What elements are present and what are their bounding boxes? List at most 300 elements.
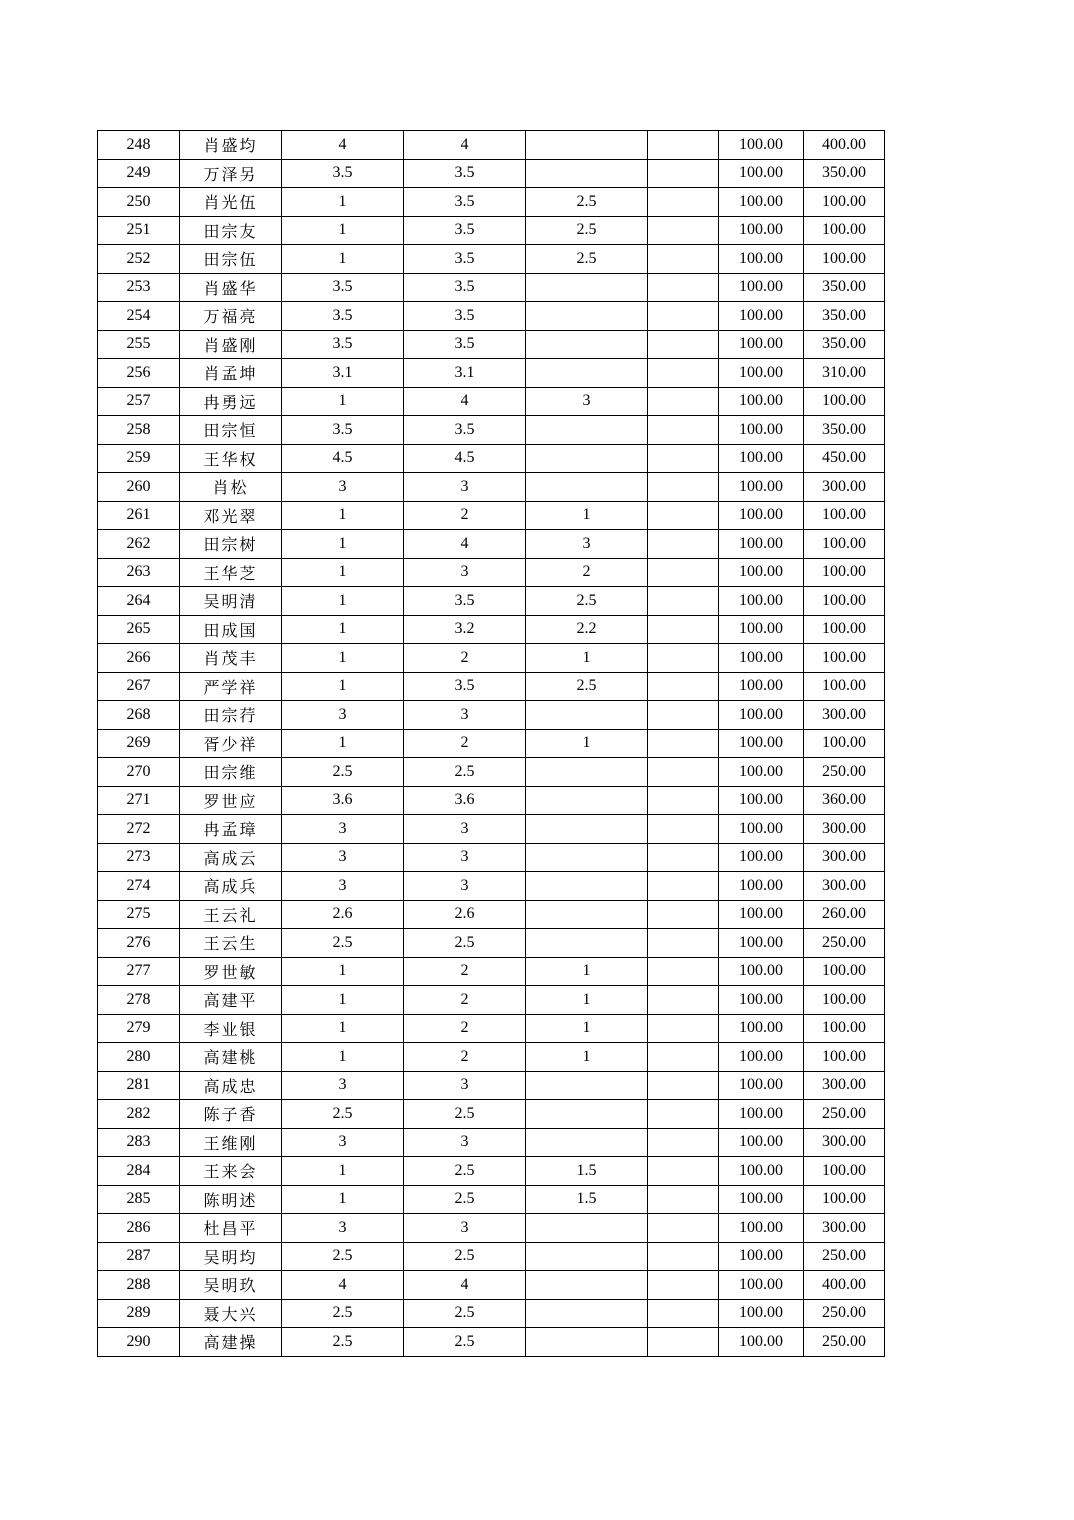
value-d-cell: [648, 587, 719, 616]
name-cell: 冉勇远: [180, 387, 282, 416]
amount-cell: 100.00: [804, 188, 885, 217]
value-c-cell: 2.5: [526, 245, 648, 274]
unit-price-cell: 100.00: [719, 216, 804, 245]
row-number-cell: 269: [98, 729, 180, 758]
unit-price-cell: 100.00: [719, 872, 804, 901]
row-number-cell: 284: [98, 1157, 180, 1186]
value-b-cell: 3.5: [404, 216, 526, 245]
value-d-cell: [648, 701, 719, 730]
table-row: [98, 758, 885, 787]
name-cell: 杜昌平: [180, 1214, 282, 1243]
amount-cell: 300.00: [804, 701, 885, 730]
value-c-cell: 3: [526, 530, 648, 559]
name-cell: 肖光伍: [180, 188, 282, 217]
value-a-cell: 1: [282, 957, 404, 986]
name-cell: 陈明述: [180, 1185, 282, 1214]
unit-price-cell: 100.00: [719, 330, 804, 359]
value-d-cell: [648, 929, 719, 958]
value-b-cell: 2: [404, 1014, 526, 1043]
row-number-cell: 249: [98, 159, 180, 188]
name-cell: 田宗友: [180, 216, 282, 245]
table-row: [98, 587, 885, 616]
value-b-cell: 2.5: [404, 1242, 526, 1271]
value-b-cell: 3.5: [404, 672, 526, 701]
value-b-cell: 3.5: [404, 302, 526, 331]
value-c-cell: [526, 473, 648, 502]
row-number-cell: 281: [98, 1071, 180, 1100]
name-cell: 罗世应: [180, 786, 282, 815]
value-b-cell: 3: [404, 558, 526, 587]
value-a-cell: 1: [282, 1157, 404, 1186]
value-c-cell: 2.5: [526, 587, 648, 616]
amount-cell: 300.00: [804, 815, 885, 844]
value-d-cell: [648, 729, 719, 758]
value-c-cell: 1: [526, 644, 648, 673]
row-number-cell: 261: [98, 501, 180, 530]
value-b-cell: 2: [404, 957, 526, 986]
row-number-cell: 260: [98, 473, 180, 502]
value-a-cell: 1: [282, 1185, 404, 1214]
value-c-cell: [526, 1128, 648, 1157]
value-d-cell: [648, 245, 719, 274]
value-b-cell: 3: [404, 1071, 526, 1100]
name-cell: 吴明均: [180, 1242, 282, 1271]
value-c-cell: [526, 929, 648, 958]
name-cell: 高建桃: [180, 1043, 282, 1072]
name-cell: 肖孟坤: [180, 359, 282, 388]
value-c-cell: [526, 273, 648, 302]
value-b-cell: 3: [404, 843, 526, 872]
name-cell: 高建平: [180, 986, 282, 1015]
value-b-cell: 3.5: [404, 245, 526, 274]
amount-cell: 100.00: [804, 245, 885, 274]
value-c-cell: [526, 1071, 648, 1100]
unit-price-cell: 100.00: [719, 815, 804, 844]
unit-price-cell: 100.00: [719, 701, 804, 730]
row-number-cell: 273: [98, 843, 180, 872]
row-number-cell: 252: [98, 245, 180, 274]
table-row: [98, 359, 885, 388]
unit-price-cell: 100.00: [719, 359, 804, 388]
table-row: [98, 786, 885, 815]
amount-cell: 100.00: [804, 530, 885, 559]
value-a-cell: 3: [282, 1128, 404, 1157]
table-row: [98, 1071, 885, 1100]
value-a-cell: 1: [282, 587, 404, 616]
unit-price-cell: 100.00: [719, 1242, 804, 1271]
value-d-cell: [648, 1299, 719, 1328]
table-row: [98, 1214, 885, 1243]
value-a-cell: 2.5: [282, 1299, 404, 1328]
row-number-cell: 266: [98, 644, 180, 673]
unit-price-cell: 100.00: [719, 302, 804, 331]
table-row: [98, 1299, 885, 1328]
row-number-cell: 253: [98, 273, 180, 302]
row-number-cell: 262: [98, 530, 180, 559]
value-b-cell: 2: [404, 1043, 526, 1072]
value-d-cell: [648, 1157, 719, 1186]
value-a-cell: 1: [282, 188, 404, 217]
value-b-cell: 4: [404, 131, 526, 160]
table-row: [98, 1128, 885, 1157]
amount-cell: 100.00: [804, 1014, 885, 1043]
unit-price-cell: 100.00: [719, 843, 804, 872]
value-a-cell: 4.5: [282, 444, 404, 473]
value-a-cell: 3: [282, 1214, 404, 1243]
value-a-cell: 3: [282, 473, 404, 502]
name-cell: 王维刚: [180, 1128, 282, 1157]
row-number-cell: 275: [98, 900, 180, 929]
row-number-cell: 263: [98, 558, 180, 587]
value-c-cell: [526, 302, 648, 331]
name-cell: 肖茂丰: [180, 644, 282, 673]
amount-cell: 250.00: [804, 929, 885, 958]
value-d-cell: [648, 786, 719, 815]
value-a-cell: 2.5: [282, 758, 404, 787]
value-d-cell: [648, 672, 719, 701]
amount-cell: 100.00: [804, 644, 885, 673]
row-number-cell: 251: [98, 216, 180, 245]
name-cell: 严学祥: [180, 672, 282, 701]
table-row: [98, 1014, 885, 1043]
table-row: [98, 330, 885, 359]
unit-price-cell: 100.00: [719, 900, 804, 929]
name-cell: 王来会: [180, 1157, 282, 1186]
value-c-cell: [526, 815, 648, 844]
table-row: [98, 273, 885, 302]
value-a-cell: 2.5: [282, 1242, 404, 1271]
value-c-cell: [526, 786, 648, 815]
name-cell: 田宗维: [180, 758, 282, 787]
amount-cell: 100.00: [804, 729, 885, 758]
value-d-cell: [648, 1271, 719, 1300]
amount-cell: 100.00: [804, 957, 885, 986]
value-d-cell: [648, 900, 719, 929]
value-d-cell: [648, 188, 719, 217]
value-c-cell: [526, 900, 648, 929]
table-row: [98, 1157, 885, 1186]
row-number-cell: 270: [98, 758, 180, 787]
unit-price-cell: 100.00: [719, 786, 804, 815]
value-a-cell: 1: [282, 387, 404, 416]
value-a-cell: 1: [282, 558, 404, 587]
name-cell: 田成国: [180, 615, 282, 644]
value-a-cell: 3.5: [282, 159, 404, 188]
value-d-cell: [648, 843, 719, 872]
table-row: [98, 929, 885, 958]
row-number-cell: 257: [98, 387, 180, 416]
value-a-cell: 1: [282, 672, 404, 701]
name-cell: 王云礼: [180, 900, 282, 929]
name-cell: 吴明玖: [180, 1271, 282, 1300]
unit-price-cell: 100.00: [719, 1100, 804, 1129]
value-c-cell: 1: [526, 729, 648, 758]
value-c-cell: [526, 416, 648, 445]
row-number-cell: 285: [98, 1185, 180, 1214]
unit-price-cell: 100.00: [719, 416, 804, 445]
value-d-cell: [648, 758, 719, 787]
amount-cell: 300.00: [804, 473, 885, 502]
value-b-cell: 3: [404, 473, 526, 502]
table-row: [98, 1043, 885, 1072]
amount-cell: 400.00: [804, 1271, 885, 1300]
table-row: [98, 815, 885, 844]
amount-cell: 100.00: [804, 615, 885, 644]
name-cell: 陈子香: [180, 1100, 282, 1129]
table-row: [98, 644, 885, 673]
unit-price-cell: 100.00: [719, 1299, 804, 1328]
value-d-cell: [648, 1242, 719, 1271]
value-b-cell: 2.5: [404, 1100, 526, 1129]
row-number-cell: 274: [98, 872, 180, 901]
table-row: [98, 986, 885, 1015]
value-b-cell: 3: [404, 815, 526, 844]
value-b-cell: 2: [404, 501, 526, 530]
table-row: [98, 729, 885, 758]
table-row: [98, 501, 885, 530]
amount-cell: 260.00: [804, 900, 885, 929]
value-b-cell: 3: [404, 701, 526, 730]
row-number-cell: 256: [98, 359, 180, 388]
value-d-cell: [648, 1014, 719, 1043]
value-d-cell: [648, 131, 719, 160]
value-c-cell: 3: [526, 387, 648, 416]
value-b-cell: 3.1: [404, 359, 526, 388]
unit-price-cell: 100.00: [719, 587, 804, 616]
amount-cell: 100.00: [804, 216, 885, 245]
unit-price-cell: 100.00: [719, 1157, 804, 1186]
value-b-cell: 2.5: [404, 1157, 526, 1186]
value-d-cell: [648, 1100, 719, 1129]
row-number-cell: 259: [98, 444, 180, 473]
value-c-cell: 1: [526, 1043, 648, 1072]
name-cell: 罗世敏: [180, 957, 282, 986]
value-c-cell: 2.5: [526, 672, 648, 701]
value-b-cell: 2: [404, 729, 526, 758]
name-cell: 田宗荇: [180, 701, 282, 730]
value-b-cell: 4: [404, 530, 526, 559]
value-b-cell: 2: [404, 986, 526, 1015]
table-row: [98, 131, 885, 160]
amount-cell: 300.00: [804, 843, 885, 872]
unit-price-cell: 100.00: [719, 501, 804, 530]
amount-cell: 250.00: [804, 1242, 885, 1271]
value-c-cell: [526, 872, 648, 901]
table-row: [98, 302, 885, 331]
value-d-cell: [648, 1071, 719, 1100]
name-cell: 肖松: [180, 473, 282, 502]
value-b-cell: 2: [404, 644, 526, 673]
value-c-cell: [526, 758, 648, 787]
unit-price-cell: 100.00: [719, 644, 804, 673]
row-number-cell: 288: [98, 1271, 180, 1300]
table-row: [98, 159, 885, 188]
unit-price-cell: 100.00: [719, 957, 804, 986]
name-cell: 万福亮: [180, 302, 282, 331]
amount-cell: 450.00: [804, 444, 885, 473]
value-c-cell: 1: [526, 986, 648, 1015]
name-cell: 王华权: [180, 444, 282, 473]
name-cell: 吴明清: [180, 587, 282, 616]
value-d-cell: [648, 444, 719, 473]
value-c-cell: 1: [526, 1014, 648, 1043]
name-cell: 高建操: [180, 1328, 282, 1357]
value-d-cell: [648, 986, 719, 1015]
value-a-cell: 3.1: [282, 359, 404, 388]
amount-cell: 350.00: [804, 330, 885, 359]
amount-cell: 100.00: [804, 986, 885, 1015]
value-c-cell: [526, 1214, 648, 1243]
value-d-cell: [648, 1328, 719, 1357]
row-number-cell: 265: [98, 615, 180, 644]
value-d-cell: [648, 501, 719, 530]
table-row: [98, 1242, 885, 1271]
unit-price-cell: 100.00: [719, 188, 804, 217]
value-d-cell: [648, 872, 719, 901]
value-a-cell: 1: [282, 986, 404, 1015]
value-d-cell: [648, 416, 719, 445]
unit-price-cell: 100.00: [719, 929, 804, 958]
table-row: [98, 245, 885, 274]
amount-cell: 250.00: [804, 758, 885, 787]
table-row: [98, 1328, 885, 1357]
amount-cell: 310.00: [804, 359, 885, 388]
value-b-cell: 4.5: [404, 444, 526, 473]
data-table: [97, 130, 885, 1357]
value-a-cell: 3: [282, 701, 404, 730]
row-number-cell: 258: [98, 416, 180, 445]
value-d-cell: [648, 1214, 719, 1243]
amount-cell: 300.00: [804, 872, 885, 901]
amount-cell: 100.00: [804, 387, 885, 416]
amount-cell: 350.00: [804, 302, 885, 331]
name-cell: 聂大兴: [180, 1299, 282, 1328]
table-body: [98, 131, 885, 1357]
unit-price-cell: 100.00: [719, 131, 804, 160]
value-c-cell: 2: [526, 558, 648, 587]
row-number-cell: 268: [98, 701, 180, 730]
value-b-cell: 4: [404, 387, 526, 416]
value-d-cell: [648, 558, 719, 587]
value-b-cell: 3.2: [404, 615, 526, 644]
amount-cell: 400.00: [804, 131, 885, 160]
amount-cell: 350.00: [804, 273, 885, 302]
value-c-cell: 1: [526, 957, 648, 986]
value-b-cell: 3: [404, 1214, 526, 1243]
unit-price-cell: 100.00: [719, 1128, 804, 1157]
table-row: [98, 530, 885, 559]
amount-cell: 360.00: [804, 786, 885, 815]
value-c-cell: 1.5: [526, 1157, 648, 1186]
unit-price-cell: 100.00: [719, 444, 804, 473]
value-a-cell: 1: [282, 245, 404, 274]
value-a-cell: 2.6: [282, 900, 404, 929]
value-d-cell: [648, 330, 719, 359]
amount-cell: 250.00: [804, 1328, 885, 1357]
value-b-cell: 3: [404, 872, 526, 901]
amount-cell: 350.00: [804, 159, 885, 188]
row-number-cell: 282: [98, 1100, 180, 1129]
unit-price-cell: 100.00: [719, 387, 804, 416]
value-a-cell: 3.5: [282, 330, 404, 359]
name-cell: 肖盛华: [180, 273, 282, 302]
value-c-cell: [526, 701, 648, 730]
table-row: [98, 843, 885, 872]
amount-cell: 300.00: [804, 1071, 885, 1100]
value-d-cell: [648, 159, 719, 188]
value-c-cell: 1.5: [526, 1185, 648, 1214]
value-b-cell: 2.5: [404, 1328, 526, 1357]
unit-price-cell: 100.00: [719, 473, 804, 502]
value-b-cell: 3.6: [404, 786, 526, 815]
name-cell: 田宗恒: [180, 416, 282, 445]
value-a-cell: 2.5: [282, 929, 404, 958]
value-a-cell: 1: [282, 216, 404, 245]
table-row: [98, 444, 885, 473]
row-number-cell: 290: [98, 1328, 180, 1357]
row-number-cell: 271: [98, 786, 180, 815]
value-b-cell: 2.6: [404, 900, 526, 929]
table-row: [98, 872, 885, 901]
value-d-cell: [648, 1128, 719, 1157]
row-number-cell: 276: [98, 929, 180, 958]
name-cell: 李业银: [180, 1014, 282, 1043]
value-c-cell: [526, 1299, 648, 1328]
unit-price-cell: 100.00: [719, 159, 804, 188]
row-number-cell: 279: [98, 1014, 180, 1043]
amount-cell: 100.00: [804, 501, 885, 530]
amount-cell: 300.00: [804, 1128, 885, 1157]
value-c-cell: [526, 1271, 648, 1300]
name-cell: 高成忠: [180, 1071, 282, 1100]
value-a-cell: 3: [282, 1071, 404, 1100]
name-cell: 胥少祥: [180, 729, 282, 758]
value-a-cell: 3: [282, 843, 404, 872]
value-c-cell: [526, 1100, 648, 1129]
amount-cell: 100.00: [804, 587, 885, 616]
row-number-cell: 267: [98, 672, 180, 701]
name-cell: 冉孟璋: [180, 815, 282, 844]
table-row: [98, 1185, 885, 1214]
unit-price-cell: 100.00: [719, 672, 804, 701]
value-d-cell: [648, 957, 719, 986]
value-b-cell: 3: [404, 1128, 526, 1157]
unit-price-cell: 100.00: [719, 1214, 804, 1243]
value-b-cell: 3.5: [404, 273, 526, 302]
row-number-cell: 255: [98, 330, 180, 359]
value-b-cell: 3.5: [404, 188, 526, 217]
row-number-cell: 283: [98, 1128, 180, 1157]
table-row: [98, 188, 885, 217]
amount-cell: 300.00: [804, 1214, 885, 1243]
value-d-cell: [648, 530, 719, 559]
row-number-cell: 264: [98, 587, 180, 616]
amount-cell: 100.00: [804, 672, 885, 701]
value-d-cell: [648, 644, 719, 673]
value-c-cell: [526, 131, 648, 160]
amount-cell: 250.00: [804, 1100, 885, 1129]
amount-cell: 350.00: [804, 416, 885, 445]
row-number-cell: 280: [98, 1043, 180, 1072]
value-a-cell: 1: [282, 615, 404, 644]
value-b-cell: 3.5: [404, 416, 526, 445]
value-c-cell: 2.5: [526, 216, 648, 245]
row-number-cell: 277: [98, 957, 180, 986]
value-b-cell: 3.5: [404, 330, 526, 359]
value-a-cell: 3.5: [282, 302, 404, 331]
table-row: [98, 387, 885, 416]
value-d-cell: [648, 1185, 719, 1214]
